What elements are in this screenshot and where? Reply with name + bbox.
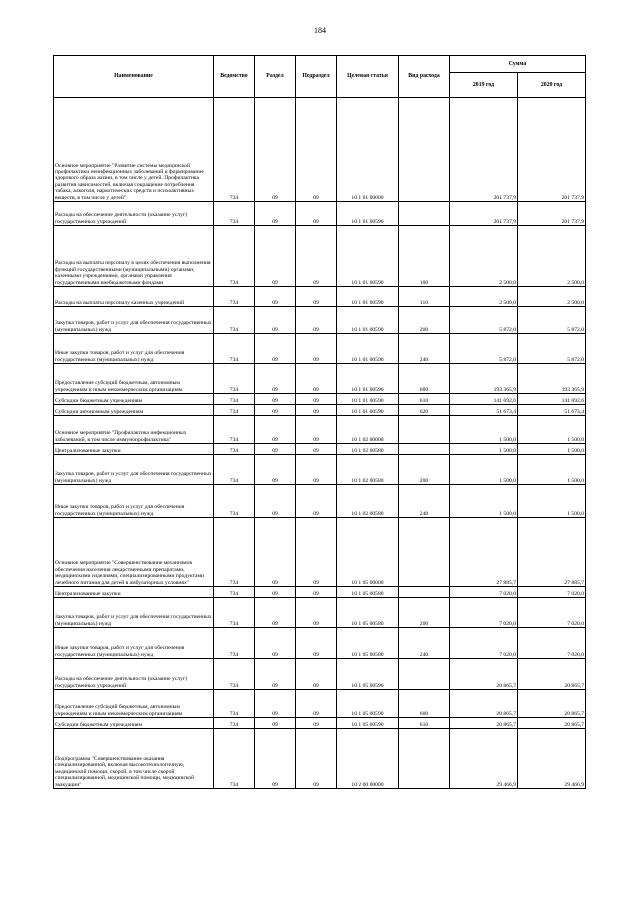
row-subsection: 09 [296, 729, 337, 789]
row-sum-2019: 201 737,9 [450, 98, 518, 202]
row-target: 10 1 01 00590 [337, 334, 399, 364]
row-subsection: 09 [296, 364, 337, 394]
row-dept: 734 [214, 98, 255, 202]
table-row [54, 690, 586, 718]
row-sum-2019: 5 872,0 [450, 334, 518, 364]
row-subsection: 09 [296, 628, 337, 659]
row-target: 10 1 01 00590 [337, 364, 399, 394]
row-name: Предоставление субсидий бюджетным, автономным учреждениям и иным некоммерческим организациям [54, 690, 214, 718]
table-row [54, 226, 586, 287]
row-expense-type: 240 [399, 334, 450, 364]
row-dept: 734 [214, 202, 255, 226]
table-row [54, 287, 586, 307]
row-target: 10 1 02 00580 [337, 444, 399, 455]
row-target: 10 1 05 00000 [337, 518, 399, 587]
row-subsection: 09 [296, 690, 337, 718]
table-row [54, 598, 586, 628]
table-row [54, 394, 586, 405]
row-name: Основное мероприятие "Совершенствование механизмов обеспечения населения лекарственными препаратами, медицинскими изделиями, специализированными продуктами лечебного питания для детей в амбулаторных условиях" [54, 518, 214, 587]
row-name: Подпрограмма "Совершенствование оказания специализированной, включая высокотехнологичную, медицинской помощи, скорой, в том числе скорой специализированной, медицинской помощи, медицинской эвакуации" [54, 729, 214, 789]
row-sum-2019: 7 020,0 [450, 587, 518, 598]
row-sum-2020: 7 020,0 [518, 628, 586, 659]
row-target: 10 1 02 00000 [337, 416, 399, 444]
row-dept: 734 [214, 444, 255, 455]
table-row [54, 405, 586, 416]
row-name: Расходы на обеспечение деятельности (оказание услуг) государственных учреждений [54, 202, 214, 226]
row-expense-type: 600 [399, 690, 450, 718]
row-dept: 734 [214, 729, 255, 789]
table-row [54, 98, 586, 202]
row-sum-2020: 201 737,9 [518, 98, 586, 202]
row-target: 10 1 05 00590 [337, 659, 399, 690]
row-sum-2020: 141 692,6 [518, 394, 586, 405]
row-section: 09 [255, 518, 296, 587]
row-subsection: 09 [296, 444, 337, 455]
row-section: 09 [255, 287, 296, 307]
row-subsection: 09 [296, 405, 337, 416]
header-target: Целевая статья [337, 56, 399, 98]
row-name: Субсидии бюджетным учреждениям [54, 718, 214, 729]
row-subsection: 09 [296, 98, 337, 202]
row-sum-2020: 51 673,4 [518, 405, 586, 416]
row-subsection: 09 [296, 718, 337, 729]
row-section: 09 [255, 659, 296, 690]
row-dept: 734 [214, 364, 255, 394]
row-sum-2019: 27 885,7 [450, 518, 518, 587]
row-name: Основное мероприятие "Профилактика инфекционных заболеваний, в том числе иммунопрофилактика" [54, 416, 214, 444]
row-dept: 734 [214, 690, 255, 718]
row-section: 09 [255, 485, 296, 518]
row-subsection: 09 [296, 202, 337, 226]
row-expense-type [399, 444, 450, 455]
row-sum-2020: 27 885,7 [518, 518, 586, 587]
header-year-2020: 2020 год [518, 73, 586, 98]
row-expense-type [399, 416, 450, 444]
table-row [54, 587, 586, 598]
row-target: 10 1 01 00590 [337, 287, 399, 307]
row-target: 10 1 02 00580 [337, 485, 399, 518]
row-dept: 734 [214, 394, 255, 405]
row-target: 10 1 05 00590 [337, 690, 399, 718]
row-section: 09 [255, 587, 296, 598]
row-section: 09 [255, 226, 296, 287]
row-sum-2020: 20 865,7 [518, 659, 586, 690]
row-expense-type: 240 [399, 628, 450, 659]
row-dept: 734 [214, 718, 255, 729]
row-target: 10 1 02 00580 [337, 455, 399, 485]
row-expense-type [399, 98, 450, 202]
row-target: 10 1 01 00590 [337, 394, 399, 405]
row-sum-2019: 29 466,9 [450, 729, 518, 789]
row-dept: 734 [214, 628, 255, 659]
row-target: 10 1 01 00590 [337, 307, 399, 334]
row-dept: 734 [214, 518, 255, 587]
row-name: Субсидии автономным учреждениям [54, 405, 214, 416]
row-section: 09 [255, 690, 296, 718]
row-sum-2019: 7 020,0 [450, 628, 518, 659]
row-section: 09 [255, 98, 296, 202]
row-sum-2020: 20 865,7 [518, 718, 586, 729]
row-expense-type [399, 518, 450, 587]
row-subsection: 09 [296, 598, 337, 628]
row-name: Предоставление субсидий бюджетным, автономным учреждениям и иным некоммерческим организациям [54, 364, 214, 394]
row-target: 10 1 05 00580 [337, 628, 399, 659]
row-sum-2019: 2 500,0 [450, 226, 518, 287]
row-sum-2020: 29 466,9 [518, 729, 586, 789]
row-sum-2019: 51 673,4 [450, 405, 518, 416]
row-section: 09 [255, 455, 296, 485]
row-sum-2019: 2 500,0 [450, 287, 518, 307]
row-expense-type: 600 [399, 364, 450, 394]
row-dept: 734 [214, 455, 255, 485]
row-section: 09 [255, 718, 296, 729]
row-expense-type: 110 [399, 287, 450, 307]
row-section: 09 [255, 729, 296, 789]
row-expense-type: 200 [399, 455, 450, 485]
row-name: Закупка товаров, работ и услуг для обеспечения государственных (муниципальных) нужд [54, 307, 214, 334]
row-section: 09 [255, 598, 296, 628]
row-section: 09 [255, 394, 296, 405]
row-section: 09 [255, 405, 296, 416]
row-section: 09 [255, 416, 296, 444]
header-subsection: Подраздел [296, 56, 337, 98]
row-subsection: 09 [296, 587, 337, 598]
row-sum-2020: 1 500,0 [518, 485, 586, 518]
row-expense-type: 200 [399, 598, 450, 628]
table-row [54, 729, 586, 789]
row-dept: 734 [214, 334, 255, 364]
table-body [54, 98, 586, 789]
row-subsection: 09 [296, 287, 337, 307]
row-name: Расходы на выплаты персоналу в целях обеспечения выполнения функций государственными (муниципальными) органами, казенными учреждениями, органами управления государственными внебюджетными фондами [54, 226, 214, 287]
row-dept: 734 [214, 287, 255, 307]
row-name: Иные закупки товаров, работ и услуг для обеспечения государственных (муниципальных) нужд [54, 628, 214, 659]
row-sum-2020: 1 500,0 [518, 444, 586, 455]
row-expense-type: 620 [399, 405, 450, 416]
header-dept: Ведомство [214, 56, 255, 98]
row-subsection: 09 [296, 307, 337, 334]
row-sum-2019: 20 865,7 [450, 718, 518, 729]
header-expense-type: Вид расхода [399, 56, 450, 98]
row-name: Закупка товаров, работ и услуг для обеспечения государственных (муниципальных) нужд [54, 455, 214, 485]
row-subsection: 09 [296, 518, 337, 587]
row-sum-2019: 1 500,0 [450, 416, 518, 444]
row-section: 09 [255, 307, 296, 334]
row-name: Основное мероприятие "Развитие системы медицинской профилактики неинфекционных заболеваний и формирование здорового образа жизни, в том числе у детей. Профилактика развития зависимостей, включая сокращение потребления табака, алкоголя, наркотических средств и психоактивных веществ, в том числе у детей" [54, 98, 214, 202]
row-sum-2020: 5 872,0 [518, 307, 586, 334]
table-row [54, 334, 586, 364]
row-target: 10 1 01 00590 [337, 226, 399, 287]
row-target: 10 1 05 00580 [337, 598, 399, 628]
row-sum-2019: 201 737,9 [450, 202, 518, 226]
table-row [54, 364, 586, 394]
row-expense-type: 610 [399, 394, 450, 405]
row-subsection: 09 [296, 394, 337, 405]
table-row [54, 659, 586, 690]
row-section: 09 [255, 334, 296, 364]
row-sum-2019: 1 500,0 [450, 485, 518, 518]
table-row [54, 518, 586, 587]
row-name: Иные закупки товаров, работ и услуг для обеспечения государственных (муниципальных) нужд [54, 334, 214, 364]
row-sum-2019: 141 692,6 [450, 394, 518, 405]
row-target: 10 1 05 00590 [337, 718, 399, 729]
row-subsection: 09 [296, 334, 337, 364]
row-sum-2020: 20 865,7 [518, 690, 586, 718]
row-sum-2020: 7 020,0 [518, 598, 586, 628]
row-name: Расходы на обеспечение деятельности (оказание услуг) государственных учреждений [54, 659, 214, 690]
row-expense-type: 610 [399, 718, 450, 729]
row-dept: 734 [214, 659, 255, 690]
row-subsection: 09 [296, 455, 337, 485]
row-sum-2019: 193 365,9 [450, 364, 518, 394]
row-target: 10 1 01 00590 [337, 405, 399, 416]
row-dept: 734 [214, 226, 255, 287]
row-subsection: 09 [296, 226, 337, 287]
row-section: 09 [255, 444, 296, 455]
row-sum-2019: 1 500,0 [450, 444, 518, 455]
row-section: 09 [255, 364, 296, 394]
row-target: 10 1 01 00590 [337, 202, 399, 226]
row-name: Централизованные закупки [54, 587, 214, 598]
row-dept: 734 [214, 405, 255, 416]
table-row [54, 485, 586, 518]
row-subsection: 09 [296, 416, 337, 444]
row-name: Иные закупки товаров, работ и услуг для обеспечения государственных (муниципальных) нужд [54, 485, 214, 518]
header-section: Раздел [255, 56, 296, 98]
table-row [54, 718, 586, 729]
row-expense-type: 200 [399, 307, 450, 334]
table-row [54, 444, 586, 455]
row-dept: 734 [214, 416, 255, 444]
table-row [54, 202, 586, 226]
row-sum-2020: 1 500,0 [518, 455, 586, 485]
row-expense-type [399, 587, 450, 598]
row-dept: 734 [214, 598, 255, 628]
page-number: 184 [314, 26, 326, 35]
row-sum-2020: 7 020,0 [518, 587, 586, 598]
row-expense-type [399, 659, 450, 690]
row-dept: 734 [214, 485, 255, 518]
row-expense-type: 240 [399, 485, 450, 518]
row-target: 10 2 00 00000 [337, 729, 399, 789]
table-row [54, 307, 586, 334]
row-dept: 734 [214, 587, 255, 598]
row-sum-2020: 2 500,0 [518, 226, 586, 287]
row-target: 10 1 05 00580 [337, 587, 399, 598]
row-section: 09 [255, 628, 296, 659]
row-sum-2020: 201 737,9 [518, 202, 586, 226]
row-sum-2019: 7 020,0 [450, 598, 518, 628]
row-sum-2019: 20 865,7 [450, 659, 518, 690]
row-sum-2020: 5 872,0 [518, 334, 586, 364]
table-row [54, 455, 586, 485]
table-row [54, 416, 586, 444]
budget-table [53, 55, 586, 789]
row-target: 10 1 01 00000 [337, 98, 399, 202]
table-row [54, 628, 586, 659]
row-name: Закупка товаров, работ и услуг для обеспечения государственных (муниципальных) нужд [54, 598, 214, 628]
row-expense-type [399, 202, 450, 226]
row-subsection: 09 [296, 485, 337, 518]
row-dept: 734 [214, 307, 255, 334]
row-sum-2020: 193 365,9 [518, 364, 586, 394]
row-sum-2019: 5 872,0 [450, 307, 518, 334]
row-section: 09 [255, 202, 296, 226]
row-sum-2020: 2 500,0 [518, 287, 586, 307]
row-sum-2019: 1 500,0 [450, 455, 518, 485]
header-sum: Сумма [450, 56, 586, 73]
row-sum-2020: 1 500,0 [518, 416, 586, 444]
row-subsection: 09 [296, 659, 337, 690]
row-name: Расходы на выплаты персоналу казенных учреждений [54, 287, 214, 307]
row-expense-type [399, 729, 450, 789]
row-name: Централизованные закупки [54, 444, 214, 455]
header-name: Наименование [54, 56, 214, 98]
row-name: Субсидии бюджетным учреждениям [54, 394, 214, 405]
row-sum-2019: 20 865,7 [450, 690, 518, 718]
header-year-2019: 2019 год [450, 73, 518, 98]
row-expense-type: 100 [399, 226, 450, 287]
